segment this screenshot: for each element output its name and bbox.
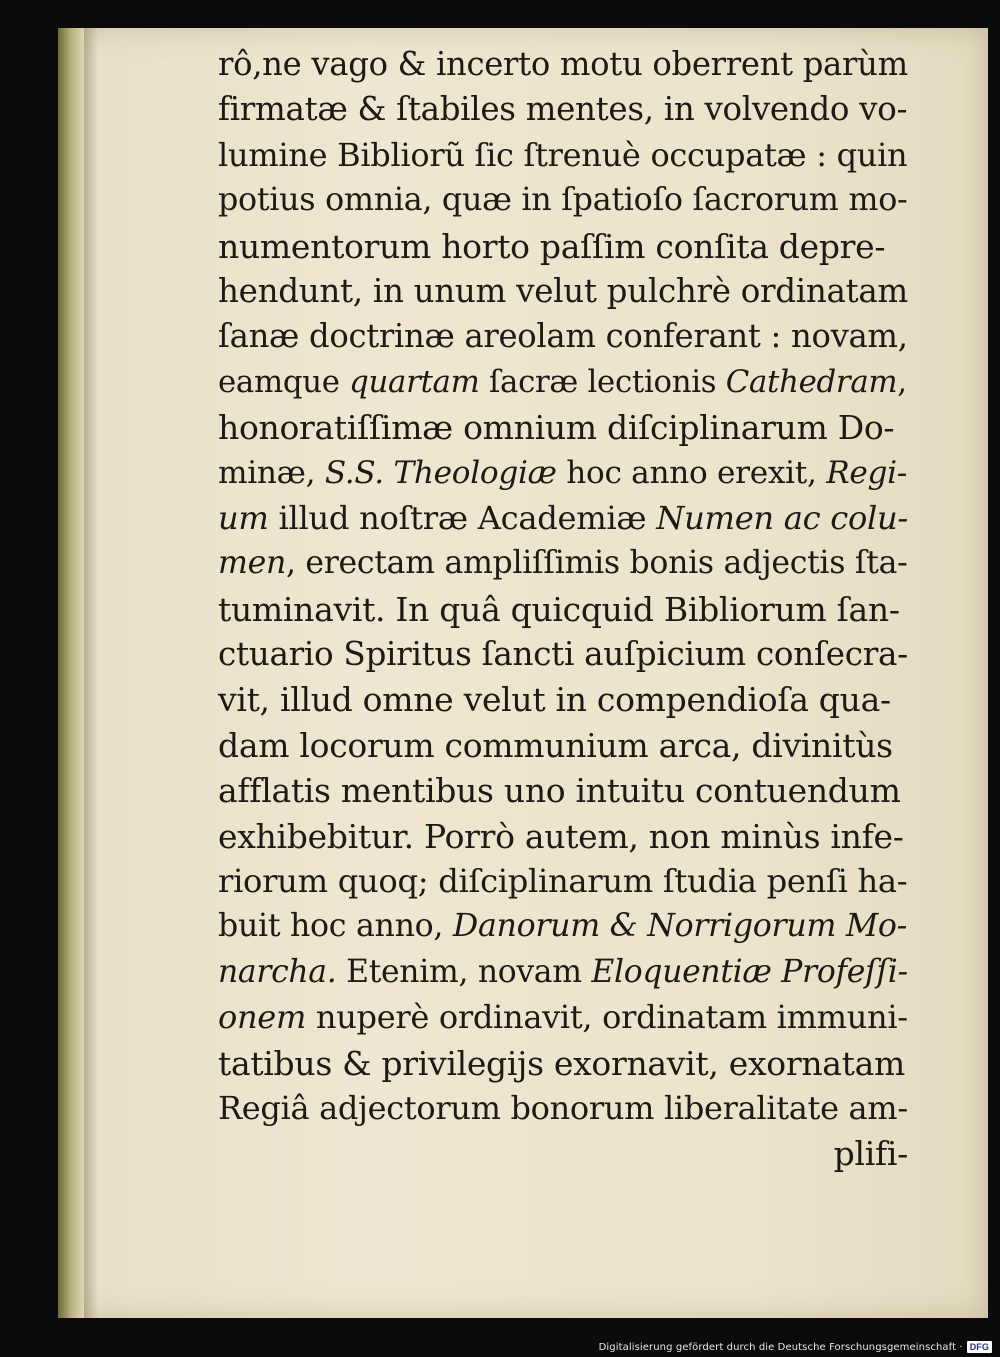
text-line xyxy=(218,814,908,859)
text-line xyxy=(218,632,908,677)
italic-text-segment: Danorum & Norrigorum Mo- xyxy=(452,908,908,945)
text-line xyxy=(218,723,908,768)
text-segment: ſanæ doctrinæ areolam conferant : novam, xyxy=(218,317,908,356)
text-segment: , erectam ampliſſimis bonis adjectis ſta- xyxy=(285,545,908,582)
text-segment: tuminavit. In quâ quicquid Bibliorum ſan- xyxy=(218,589,900,629)
text-segment: honoratiſſimæ omnium diſciplinarum Do- xyxy=(218,408,895,448)
italic-text-segment: narcha. xyxy=(218,953,337,990)
text-line xyxy=(218,87,908,132)
text-segment: vit, illud omne velut in compendioſa qua- xyxy=(218,680,891,720)
text-line xyxy=(218,496,908,541)
catchword-line xyxy=(218,1131,908,1176)
text-segment: hendunt, in unum velut pulchrè ordinatam xyxy=(218,271,908,310)
text-line xyxy=(218,1041,908,1086)
italic-text-segment: Cathedram xyxy=(725,363,898,400)
text-segment: Etenim, novam xyxy=(336,953,592,990)
catchword: plifi- xyxy=(833,1134,908,1174)
digitization-footer xyxy=(599,1341,992,1353)
text-segment: eamque xyxy=(218,363,350,400)
text-line xyxy=(218,451,908,496)
text-segment: ſacræ lectionis xyxy=(479,363,726,400)
text-segment: numentorum horto paſſim conſita depre- xyxy=(218,226,886,266)
italic-text-segment: quartam xyxy=(349,363,480,400)
text-line xyxy=(218,133,908,178)
italic-text-segment: Eloquentiæ Profeſſi- xyxy=(591,953,908,990)
text-segment: Regiâ adjectorum bonorum liberalitate am- xyxy=(218,1088,908,1127)
text-line xyxy=(218,178,908,223)
text-line xyxy=(218,1086,908,1131)
text-segment: exhibebitur. Porrò autem, non minùs infe- xyxy=(218,816,904,856)
text-line xyxy=(218,859,908,904)
text-line xyxy=(218,677,908,722)
text-segment: tatibus & privilegijs exornavit, exornatam xyxy=(218,1043,905,1083)
italic-text-segment: S.S. Theologiæ xyxy=(324,454,557,491)
page-fold-shadow xyxy=(84,28,98,1318)
page-text-block xyxy=(218,42,908,1177)
text-line xyxy=(218,314,908,359)
text-segment: firmatæ & ſtabiles mentes, in volvendo vo- xyxy=(218,90,908,129)
text-line xyxy=(218,995,908,1040)
text-line xyxy=(218,904,908,949)
text-line xyxy=(218,42,908,87)
italic-text-segment: onem xyxy=(218,998,306,1037)
footer-credit: Digitalisierung gefördert durch die Deutsche Forschungsgemeinschaft · xyxy=(598,1341,963,1353)
text-segment: rô,ne vago & incerto motu oberrent parùm xyxy=(218,45,908,83)
italic-text-segment: men xyxy=(218,545,286,582)
text-line xyxy=(218,405,908,450)
text-line xyxy=(218,950,908,995)
text-line xyxy=(218,269,908,314)
text-segment: riorum quoq; diſciplinarum ſtudia penſi ha- xyxy=(218,862,908,901)
text-segment: , xyxy=(897,363,907,400)
text-line xyxy=(218,224,908,269)
text-segment: illud noſtræ Academiæ xyxy=(268,498,657,537)
italic-text-segment: Numen ac colu- xyxy=(656,498,908,537)
text-line xyxy=(218,541,908,586)
dfg-logo: DFG xyxy=(967,1341,992,1353)
text-segment: nuperè ordinavit, ordinatam immuni- xyxy=(306,998,908,1037)
text-line xyxy=(218,587,908,632)
text-segment: afflatis mentibus uno intuitu contuendum xyxy=(218,771,901,811)
italic-text-segment: Regi- xyxy=(826,454,907,491)
text-segment: buit hoc anno, xyxy=(218,908,453,945)
text-line xyxy=(218,360,908,405)
text-line xyxy=(218,768,908,813)
page-binding-edge xyxy=(58,28,84,1318)
italic-text-segment: um xyxy=(218,498,269,537)
text-segment: potius omnia, quæ in ſpatioſo ſacrorum mo- xyxy=(218,182,908,219)
text-segment: lumine Bibliorũ ſic ſtrenuè occupatæ : quin xyxy=(218,135,908,174)
text-segment: dam locorum communium arca, divinitùs xyxy=(218,725,893,765)
text-segment: minæ, xyxy=(218,454,325,491)
text-segment: hoc anno erexit, xyxy=(556,454,827,491)
text-segment: ctuario Spiritus ſancti auſpicium conſecra- xyxy=(218,635,908,674)
